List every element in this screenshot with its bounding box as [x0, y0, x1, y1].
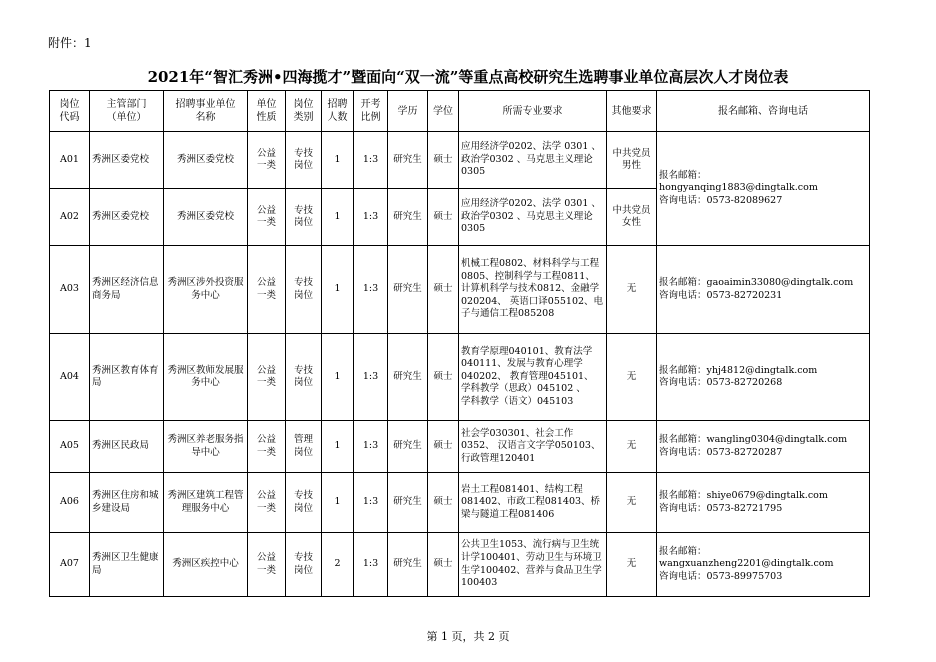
table-row — [50, 533, 870, 597]
header-code: 岗位 代码 — [50, 91, 90, 132]
cell-major: 社会学030301、社会工作0352、 汉语言文字学050103、行政管理120401 — [459, 421, 607, 473]
header-dept: 主管部门 （单位） — [90, 91, 164, 132]
cell-ratio: 1:3 — [354, 189, 388, 246]
header-major: 所需专业要求 — [459, 91, 607, 132]
table-header-row — [50, 91, 870, 132]
cell-count: 1 — [322, 189, 354, 246]
cell-unit: 秀洲区建筑工程管理服务中心 — [164, 473, 248, 533]
cell-degree: 硕士 — [428, 473, 459, 533]
cell-degree: 硕士 — [428, 421, 459, 473]
cell-unit: 秀洲区涉外投资服务中心 — [164, 246, 248, 334]
cell-dept: 秀洲区委党校 — [90, 189, 164, 246]
cell-count: 1 — [322, 473, 354, 533]
cell-nature: 公益 一类 — [248, 132, 286, 189]
cell-education: 研究生 — [388, 189, 428, 246]
cell-count: 1 — [322, 132, 354, 189]
table-row — [50, 473, 870, 533]
cell-degree: 硕士 — [428, 246, 459, 334]
cell-count: 1 — [322, 246, 354, 334]
header-category: 岗位 类别 — [286, 91, 322, 132]
cell-contact: 报名邮箱：shiye0679@dingtalk.com 咨询电话：0573-82721795 — [657, 473, 870, 533]
cell-code: A03 — [50, 246, 90, 334]
cell-nature: 公益 一类 — [248, 473, 286, 533]
cell-other: 无 — [607, 473, 657, 533]
cell-education: 研究生 — [388, 132, 428, 189]
cell-nature: 公益 一类 — [248, 246, 286, 334]
cell-education: 研究生 — [388, 421, 428, 473]
cell-major: 公共卫生1053、流行病与卫生统计学100401、劳动卫生与环境卫生学100402、营养与食品卫生学100403 — [459, 533, 607, 597]
cell-major: 应用经济学0202、法学 0301 、 政治学0302 、马克思主义理论0305 — [459, 189, 607, 246]
header-unit: 招聘事业单位 名称 — [164, 91, 248, 132]
cell-category: 专技 岗位 — [286, 246, 322, 334]
cell-contact: 报名邮箱：wangling0304@dingtalk.com 咨询电话：0573-82720287 — [657, 421, 870, 473]
attachment-label: 附件：1 — [48, 36, 92, 50]
cell-education: 研究生 — [388, 533, 428, 597]
cell-education: 研究生 — [388, 246, 428, 334]
cell-code: A05 — [50, 421, 90, 473]
cell-code: A06 — [50, 473, 90, 533]
cell-category: 专技 岗位 — [286, 334, 322, 421]
cell-degree: 硕士 — [428, 533, 459, 597]
cell-unit: 秀洲区疾控中心 — [164, 533, 248, 597]
cell-other: 中共党员 女性 — [607, 189, 657, 246]
cell-contact: 报名邮箱： wangxuanzheng2201@dingtalk.com 咨询电话：0573-89975703 — [657, 533, 870, 597]
header-ratio: 开考 比例 — [354, 91, 388, 132]
cell-major: 机械工程0802、材料科学与工程0805、控制科学与工程0811、计算机科学与技术0812、金融学020204、 英语口译055102、电子与通信工程085208 — [459, 246, 607, 334]
cell-ratio: 1:3 — [354, 533, 388, 597]
page-title: 2021年“智汇秀洲•四海揽才”暨面向“双一流”等重点高校研究生选聘事业单位高层次人才岗位表 — [147, 68, 789, 86]
page-footer: 第 1 页，共 2 页 — [426, 630, 510, 643]
header-contact: 报名邮箱、咨询电话 — [657, 91, 870, 132]
table-row — [50, 132, 870, 189]
cell-ratio: 1:3 — [354, 132, 388, 189]
cell-other: 无 — [607, 334, 657, 421]
cell-education: 研究生 — [388, 334, 428, 421]
cell-code: A07 — [50, 533, 90, 597]
cell-unit: 秀洲区委党校 — [164, 132, 248, 189]
cell-unit: 秀洲区教师发展服务中心 — [164, 334, 248, 421]
cell-code: A02 — [50, 189, 90, 246]
header-degree: 学位 — [428, 91, 459, 132]
cell-nature: 公益 一类 — [248, 533, 286, 597]
cell-count: 2 — [322, 533, 354, 597]
cell-code: A01 — [50, 132, 90, 189]
table-row — [50, 421, 870, 473]
table-row — [50, 334, 870, 421]
cell-category: 专技 岗位 — [286, 189, 322, 246]
cell-other: 中共党员 男性 — [607, 132, 657, 189]
cell-nature: 公益 一类 — [248, 421, 286, 473]
cell-unit: 秀洲区委党校 — [164, 189, 248, 246]
cell-education: 研究生 — [388, 473, 428, 533]
cell-contact-shared: 报名邮箱： hongyanqing1883@dingtalk.com 咨询电话：0573-82089627 — [657, 132, 870, 246]
cell-degree: 硕士 — [428, 132, 459, 189]
cell-code: A04 — [50, 334, 90, 421]
cell-dept: 秀洲区经济信息商务局 — [90, 246, 164, 334]
table-row — [50, 246, 870, 334]
cell-ratio: 1:3 — [354, 421, 388, 473]
cell-major: 教育学原理040101、教育法学040111、发展与教育心理学040202、 教育管理045101、 学科教学（思政）045102 、 学科教学（语文）045103 — [459, 334, 607, 421]
cell-dept: 秀洲区民政局 — [90, 421, 164, 473]
cell-contact: 报名邮箱：gaoaimin33080@dingtalk.com 咨询电话：0573-82720231 — [657, 246, 870, 334]
cell-category: 专技 岗位 — [286, 533, 322, 597]
cell-dept: 秀洲区委党校 — [90, 132, 164, 189]
cell-dept: 秀洲区卫生健康局 — [90, 533, 164, 597]
cell-count: 1 — [322, 334, 354, 421]
cell-category: 专技 岗位 — [286, 132, 322, 189]
cell-dept: 秀洲区住房和城乡建设局 — [90, 473, 164, 533]
cell-other: 无 — [607, 421, 657, 473]
cell-category: 管理 岗位 — [286, 421, 322, 473]
cell-count: 1 — [322, 421, 354, 473]
cell-major: 岩土工程081401、结构工程081402、市政工程081403、桥梁与隧道工程081406 — [459, 473, 607, 533]
header-nature: 单位 性质 — [248, 91, 286, 132]
header-education: 学历 — [388, 91, 428, 132]
cell-degree: 硕士 — [428, 189, 459, 246]
header-other: 其他要求 — [607, 91, 657, 132]
cell-contact: 报名邮箱：yhj4812@dingtalk.com 咨询电话：0573-82720268 — [657, 334, 870, 421]
cell-degree: 硕士 — [428, 334, 459, 421]
cell-other: 无 — [607, 533, 657, 597]
cell-unit: 秀洲区养老服务指导中心 — [164, 421, 248, 473]
cell-dept: 秀洲区教育体育局 — [90, 334, 164, 421]
cell-ratio: 1:3 — [354, 246, 388, 334]
cell-nature: 公益 一类 — [248, 189, 286, 246]
cell-category: 专技 岗位 — [286, 473, 322, 533]
cell-ratio: 1:3 — [354, 334, 388, 421]
cell-ratio: 1:3 — [354, 473, 388, 533]
cell-other: 无 — [607, 246, 657, 334]
positions-table — [49, 90, 870, 597]
cell-nature: 公益 一类 — [248, 334, 286, 421]
header-count: 招聘 人数 — [322, 91, 354, 132]
cell-major: 应用经济学0202、法学 0301 、 政治学0302 、马克思主义理论0305 — [459, 132, 607, 189]
